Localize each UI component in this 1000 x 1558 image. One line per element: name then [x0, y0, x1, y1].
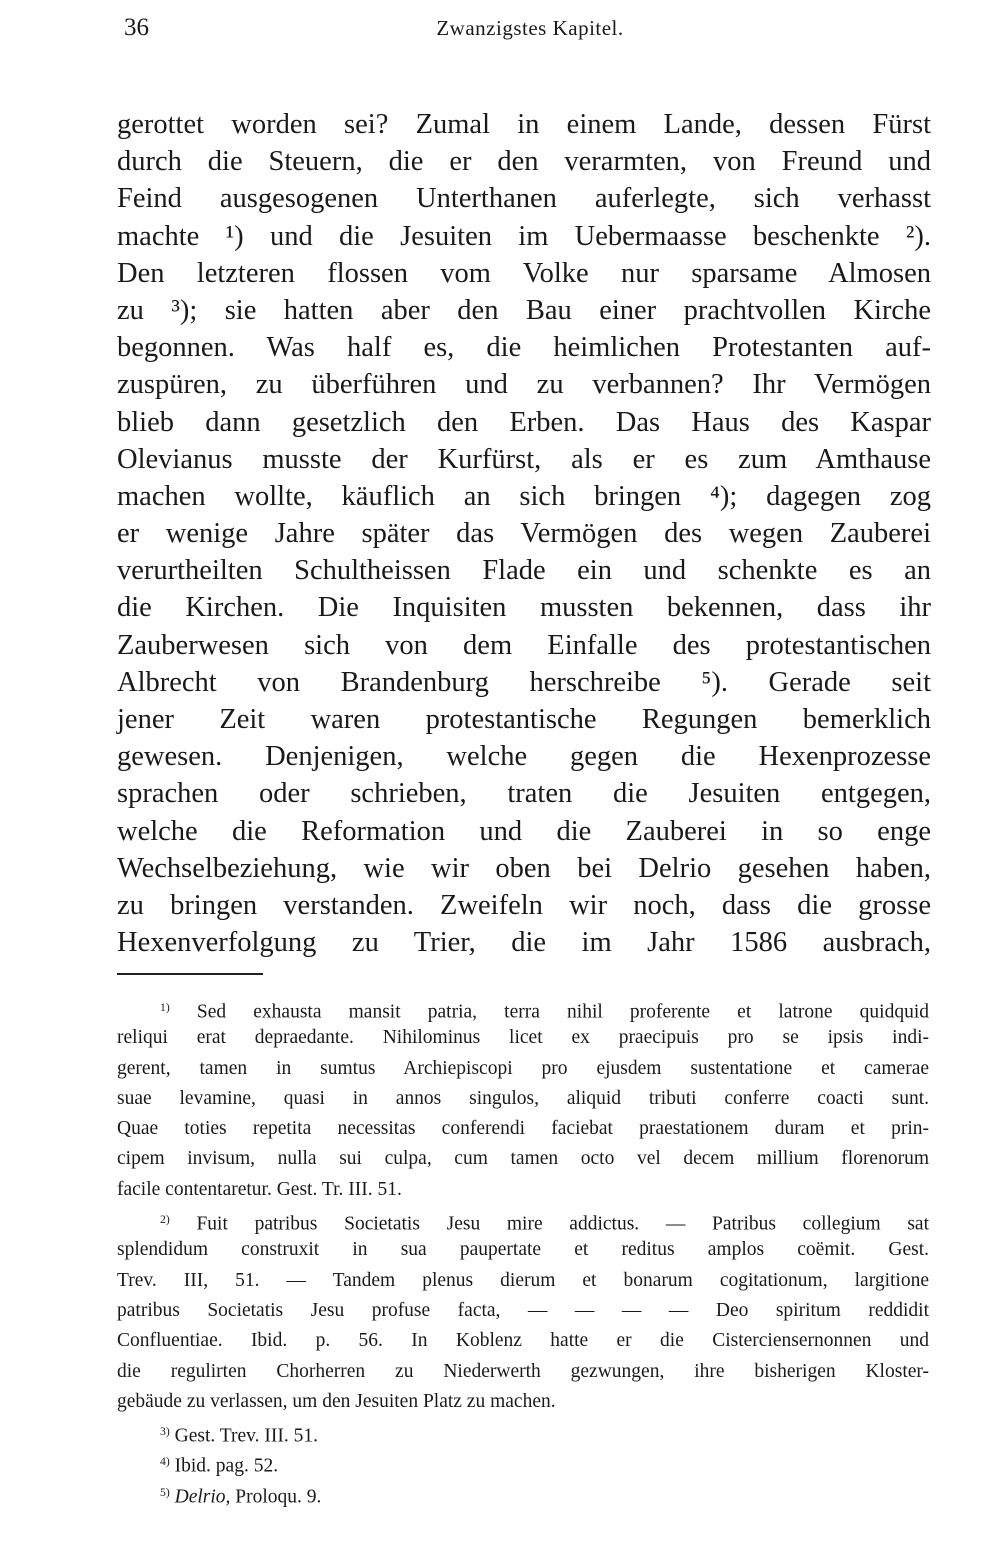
- footnote-line: [117, 1387, 929, 1417]
- footnote-line: [117, 1357, 929, 1387]
- footnote-text: die regulirten Chorherren zu Niederwerth gezwungen, ihre bisherigen Kloster-: [117, 1360, 929, 1382]
- text-line: Hexenverfolgung zu Trier, die im Jahr 1586 ausbrach,: [117, 927, 931, 959]
- text-line: zu ³); sie hatten aber den Bau einer prachtvollen Kirche: [117, 294, 931, 326]
- footnote-line: [117, 1175, 929, 1205]
- text-line: zu bringen verstanden. Zweifeln wir noch, dass die grosse: [117, 889, 931, 921]
- text-line: zuspüren, zu überführen und zu verbannen? Ihr Vermögen: [117, 369, 931, 401]
- footnote-text: Quae toties repetita necessitas conferendi faciebat praestationem duram et prin-: [117, 1118, 929, 1140]
- footnote-line: [117, 1447, 929, 1477]
- footnote-text: Sed exhausta mansit patria, terra nihil proferente et latrone quidquid: [196, 1001, 929, 1023]
- footnote-text: facile contentaretur. Gest. Tr. III. 51.: [117, 1178, 402, 1200]
- footnote-line: [117, 1296, 929, 1326]
- text-line: Albrecht von Brandenburg herschreibe ⁵). Gerade seit: [117, 666, 931, 698]
- footnote-line: [117, 1478, 929, 1508]
- footnote-text: Confluentiae. Ibid. p. 56. In Koblenz hatte er die Cisterciensernonnen und: [117, 1330, 929, 1352]
- footnote-marker: 4): [160, 1455, 170, 1469]
- text-line: Den letzteren flossen vom Volke nur sparsame Almosen: [117, 257, 931, 289]
- footnote-line: [117, 1144, 929, 1174]
- text-line: begonnen. Was half es, die heimlichen Protestanten auf-: [117, 332, 931, 364]
- footnote-text: reliqui erat depraedante. Nihilominus licet ex praecipuis pro se ipsis indi-: [117, 1027, 929, 1049]
- footnote-marker: 2): [160, 1213, 170, 1227]
- footnote-line: [117, 1235, 929, 1265]
- footnote-2: [117, 1205, 929, 1417]
- footnote-5: [117, 1478, 929, 1508]
- text-line: blieb dann gesetzlich den Erben. Das Haus des Kaspar: [117, 406, 931, 438]
- text-line: er wenige Jahre später das Vermögen des wegen Zauberei: [117, 518, 931, 550]
- footnote-line: [117, 1084, 929, 1114]
- footnote-line: [117, 1326, 929, 1356]
- footnote-text: gebäude zu verlassen, um den Jesuiten Platz zu machen.: [117, 1390, 556, 1412]
- footnote-text: Trev. III, 51. — Tandem plenus dierum et bonarum cogitationum, largitione: [117, 1269, 929, 1291]
- footnote-line: [117, 1266, 929, 1296]
- footnote-separator: [117, 973, 263, 975]
- footnote-text: Proloqu. 9.: [235, 1486, 322, 1508]
- footnote-text: patribus Societatis Jesu profuse facta, — — — — Deo spiritum reddidit: [117, 1299, 929, 1321]
- text-line: Wechselbeziehung, wie wir oben bei Delrio gesehen haben,: [117, 852, 931, 884]
- footnote-text: Fuit patribus Societatis Jesu mire addictus. — Patribus collegium sat: [196, 1213, 930, 1235]
- footnote-text: Gest. Trev. III. 51.: [174, 1425, 318, 1447]
- footnote-line: [117, 1205, 929, 1235]
- footnote-text: Ibid. pag. 52.: [174, 1455, 279, 1477]
- footnote-text: cipem invisum, nulla sui culpa, cum tamen octo vel decem millium florenorum: [117, 1148, 929, 1170]
- text-line: gewesen. Denjenigen, welche gegen die Hexenprozesse: [117, 741, 931, 773]
- text-line: Zauberwesen sich von dem Einfalle des protestantischen: [117, 629, 931, 661]
- text-line: Olevianus musste der Kurfürst, als er es zum Amthause: [117, 443, 931, 475]
- page-number: 36: [124, 14, 149, 41]
- footnotes: [117, 993, 929, 1508]
- footnote-line: [117, 1417, 929, 1447]
- running-title: Zwanzigstes Kapitel.: [436, 16, 624, 40]
- text-line: Feind ausgesogenen Unterthanen auferlegte, sich verhasst: [117, 183, 931, 215]
- text-line: welche die Reformation und die Zauberei in so enge: [117, 815, 931, 847]
- footnote-text: splendidum construxit in sua paupertate et reditus amplos coëmit. Gest.: [117, 1239, 929, 1261]
- footnote-marker: 5): [160, 1485, 170, 1499]
- footnote-line: [117, 993, 929, 1023]
- text-line: gerottet worden sei? Zumal in einem Lande, dessen Fürst: [117, 109, 931, 140]
- footnote-text: suae levamine, quasi in annos singulos, aliquid tributi conferre coacti sunt.: [117, 1087, 929, 1109]
- footnote-author: Delrio,: [174, 1486, 231, 1508]
- footnote-line: [117, 1054, 929, 1084]
- text-line: durch die Steuern, die er den verarmten, von Freund und: [117, 146, 931, 178]
- main-text: [117, 106, 931, 961]
- text-line: jener Zeit waren protestantische Regungen bemerklich: [117, 704, 931, 735]
- footnote-1: [117, 993, 929, 1205]
- footnote-marker: 1): [160, 1001, 170, 1014]
- text-line: machte ¹) und die Jesuiten im Uebermaasse beschenkte ²).: [117, 220, 931, 252]
- text-line: die Kirchen. Die Inquisiten mussten bekennen, dass ihr: [117, 592, 931, 624]
- footnote-marker: 3): [160, 1425, 170, 1439]
- footnote-text: gerent, tamen in sumtus Archiepiscopi pro ejusdem sustentatione et camerae: [117, 1057, 929, 1079]
- text-line: sprachen oder schrieben, traten die Jesuiten entgegen,: [117, 778, 931, 810]
- footnote-line: [117, 1023, 929, 1053]
- footnote-line: [117, 1114, 929, 1144]
- text-line: verurtheilten Schultheissen Flade ein und schenkte es an: [117, 555, 931, 587]
- footnote-4: [117, 1447, 929, 1477]
- text-line: machen wollte, käuflich an sich bringen ⁴); dagegen zog: [117, 480, 931, 512]
- footnote-3: [117, 1417, 929, 1447]
